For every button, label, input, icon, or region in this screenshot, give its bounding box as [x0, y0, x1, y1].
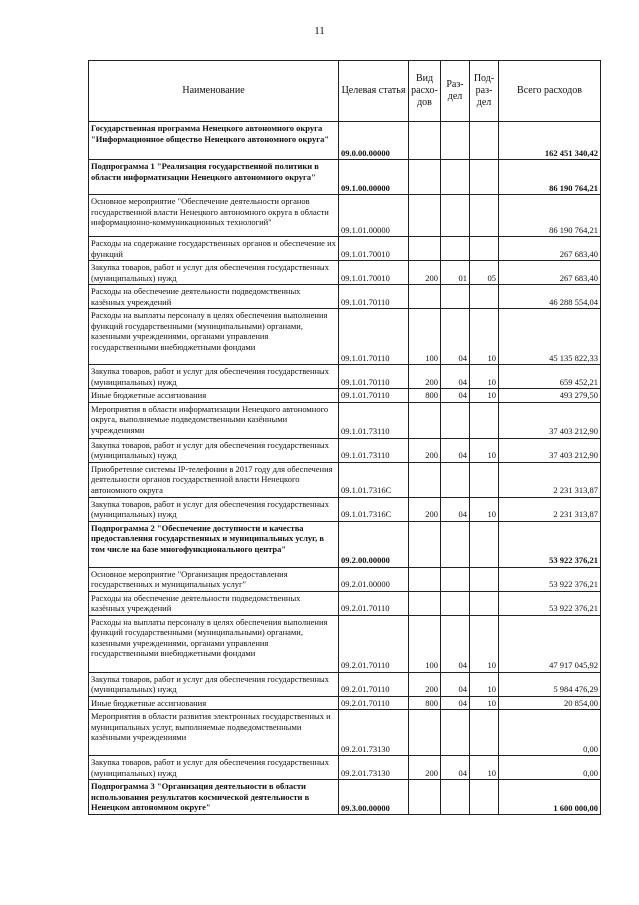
row-target-code: 09.2.01.70110: [339, 591, 409, 615]
row-subsection: [470, 122, 499, 160]
row-expense-type: [409, 402, 441, 438]
table-row: [89, 462, 601, 497]
row-total: 659 452,21: [499, 365, 601, 389]
row-expense-type: 200: [409, 438, 441, 462]
row-target-code: 09.2.00.00000: [339, 521, 409, 567]
row-total: 1 600 000,00: [499, 780, 601, 815]
table-row: [89, 237, 601, 261]
row-section: [441, 195, 470, 237]
row-subsection: [470, 591, 499, 615]
table-row: [89, 122, 601, 160]
header-section: Раз-дел: [441, 61, 470, 122]
row-section: [441, 160, 470, 195]
row-name: Расходы на содержание государственных органов и обеспечение их функций: [89, 237, 339, 261]
row-name: Иные бюджетные ассигнования: [89, 696, 339, 710]
table-row: [89, 195, 601, 237]
row-subsection: [470, 521, 499, 567]
row-expense-type: 200: [409, 365, 441, 389]
row-expense-type: [409, 195, 441, 237]
row-total: 0,00: [499, 710, 601, 756]
row-expense-type: [409, 237, 441, 261]
row-target-code: 09.2.01.00000: [339, 567, 409, 591]
row-expense-type: [409, 567, 441, 591]
row-name: Подпрограмма 2 "Обеспечение доступности и качества предоставления государственных и муниципальных услуг, в том числе на базе многофункционального центра": [89, 521, 339, 567]
row-total: 53 922 376,21: [499, 591, 601, 615]
row-target-code: 09.1.01.73110: [339, 438, 409, 462]
row-name: Подпрограмма 1 "Реализация государственной политики в области информатизации Ненецкого автономного округа": [89, 160, 339, 195]
row-subsection: [470, 710, 499, 756]
row-section: [441, 591, 470, 615]
row-subsection: 10: [470, 615, 499, 672]
row-name: Расходы на обеспечение деятельности подведомственных казённых учреждений: [89, 285, 339, 309]
table-row: [89, 402, 601, 438]
row-total: 20 854,00: [499, 696, 601, 710]
row-total: 162 451 340,42: [499, 122, 601, 160]
table-row: [89, 672, 601, 696]
table-row: [89, 497, 601, 521]
table-row: [89, 615, 601, 672]
row-name: Расходы на выплаты персоналу в целях обеспечения выполнения функций государственными (муниципальными) органами, казенными учреждениями, органами управления государственными внебюджетными фондами: [89, 615, 339, 672]
row-total: 86 190 764,21: [499, 160, 601, 195]
row-total: 2 231 313,87: [499, 462, 601, 497]
row-target-code: 09.1.01.00000: [339, 195, 409, 237]
row-section: [441, 237, 470, 261]
row-subsection: 10: [470, 309, 499, 365]
row-name: Закупка товаров, работ и услуг для обеспечения государственных (муниципальных) нужд: [89, 497, 339, 521]
row-subsection: [470, 160, 499, 195]
row-name: Закупка товаров, работ и услуг для обеспечения государственных (муниципальных) нужд: [89, 365, 339, 389]
row-name: Мероприятия в области развития электронных государственных и муниципальных услуг, выполняемые подведомственными казёнными учреждениями: [89, 710, 339, 756]
row-section: [441, 567, 470, 591]
row-subsection: 10: [470, 438, 499, 462]
row-name: Закупка товаров, работ и услуг для обеспечения государственных (муниципальных) нужд: [89, 672, 339, 696]
row-subsection: 05: [470, 261, 499, 285]
row-total: 267 683,40: [499, 261, 601, 285]
row-section: 01: [441, 261, 470, 285]
row-section: [441, 122, 470, 160]
row-target-code: 09.1.01.70110: [339, 309, 409, 365]
row-subsection: 10: [470, 672, 499, 696]
table-row: [89, 710, 601, 756]
row-section: 04: [441, 438, 470, 462]
row-name: Расходы на обеспечение деятельности подведомственных казённых учреждений: [89, 591, 339, 615]
row-total: 46 288 554,04: [499, 285, 601, 309]
row-total: 2 231 313,87: [499, 497, 601, 521]
row-section: [441, 780, 470, 815]
row-section: [441, 462, 470, 497]
row-section: [441, 521, 470, 567]
header-name: Наименование: [89, 61, 339, 122]
row-target-code: 09.1.01.70010: [339, 261, 409, 285]
row-total: 47 917 045,92: [499, 615, 601, 672]
row-target-code: 09.1.01.70110: [339, 285, 409, 309]
row-name: Иные бюджетные ассигнования: [89, 389, 339, 403]
row-section: 04: [441, 696, 470, 710]
row-subsection: [470, 285, 499, 309]
row-subsection: [470, 237, 499, 261]
row-target-code: 09.2.01.70110: [339, 672, 409, 696]
header-target: Целевая статья: [339, 61, 409, 122]
row-name: Приобретение системы IP-телефонии в 2017 году для обеспечения деятельности органов государственной власти Ненецкого автономного округа: [89, 462, 339, 497]
row-section: [441, 285, 470, 309]
table-row: [89, 567, 601, 591]
table-row: [89, 756, 601, 780]
row-name: Закупка товаров, работ и услуг для обеспечения государственных (муниципальных) нужд: [89, 261, 339, 285]
row-target-code: 09.1.01.70110: [339, 365, 409, 389]
row-target-code: 09.2.01.73130: [339, 756, 409, 780]
row-target-code: 09.1.01.70110: [339, 389, 409, 403]
row-expense-type: [409, 521, 441, 567]
row-expense-type: 100: [409, 615, 441, 672]
row-subsection: [470, 402, 499, 438]
table-row: [89, 389, 601, 403]
row-expense-type: 200: [409, 497, 441, 521]
row-subsection: [470, 195, 499, 237]
row-name: Подпрограмма 3 "Организация деятельности в области использования результатов космической деятельности в Ненецком автономном округе": [89, 780, 339, 815]
table-header-row: [89, 61, 601, 122]
row-target-code: 09.1.01.70010: [339, 237, 409, 261]
row-expense-type: 800: [409, 389, 441, 403]
row-total: 493 279,50: [499, 389, 601, 403]
header-expense-type: Вид расхо-дов: [409, 61, 441, 122]
row-expense-type: [409, 710, 441, 756]
header-subsection: Под-раз-дел: [470, 61, 499, 122]
row-target-code: 09.3.00.00000: [339, 780, 409, 815]
row-expense-type: [409, 462, 441, 497]
row-section: 04: [441, 389, 470, 403]
row-section: [441, 710, 470, 756]
header-total: Всего расходов: [499, 61, 601, 122]
table-row: [89, 780, 601, 815]
row-name: Закупка товаров, работ и услуг для обеспечения государственных (муниципальных) нужд: [89, 438, 339, 462]
row-section: 04: [441, 615, 470, 672]
table-row: [89, 696, 601, 710]
row-name: Основное мероприятие "Обеспечение деятельности органов государственной власти Ненецкого автономного округа в области информационно-коммуникационных технологий": [89, 195, 339, 237]
row-target-code: 09.1.01.7316C: [339, 462, 409, 497]
table-row: [89, 438, 601, 462]
row-expense-type: [409, 122, 441, 160]
row-subsection: [470, 567, 499, 591]
row-subsection: [470, 462, 499, 497]
table-row: [89, 261, 601, 285]
row-section: 04: [441, 497, 470, 521]
table-row: [89, 309, 601, 365]
row-subsection: 10: [470, 696, 499, 710]
table-row: [89, 521, 601, 567]
table-row: [89, 160, 601, 195]
row-expense-type: 200: [409, 261, 441, 285]
row-expense-type: 100: [409, 309, 441, 365]
row-expense-type: [409, 780, 441, 815]
row-subsection: 10: [470, 497, 499, 521]
row-total: 53 922 376,21: [499, 521, 601, 567]
row-expense-type: [409, 591, 441, 615]
row-total: 37 403 212,90: [499, 402, 601, 438]
row-section: [441, 402, 470, 438]
row-subsection: 10: [470, 365, 499, 389]
table-row: [89, 365, 601, 389]
row-total: 45 135 822,33: [499, 309, 601, 365]
row-section: 04: [441, 672, 470, 696]
row-total: 5 984 476,29: [499, 672, 601, 696]
row-section: 04: [441, 756, 470, 780]
table-body: [89, 122, 601, 815]
row-expense-type: [409, 285, 441, 309]
row-name: Закупка товаров, работ и услуг для обеспечения государственных (муниципальных) нужд: [89, 756, 339, 780]
row-section: 04: [441, 365, 470, 389]
row-expense-type: 200: [409, 672, 441, 696]
row-total: 37 403 212,90: [499, 438, 601, 462]
row-total: 86 190 764,21: [499, 195, 601, 237]
row-section: 04: [441, 309, 470, 365]
row-target-code: 09.2.01.70110: [339, 615, 409, 672]
row-subsection: [470, 780, 499, 815]
row-name: Государственная программа Ненецкого автономного округа "Информационное общество Ненецкого автономного округа": [89, 122, 339, 160]
row-total: 267 683,40: [499, 237, 601, 261]
row-expense-type: 800: [409, 696, 441, 710]
row-subsection: 10: [470, 389, 499, 403]
row-name: Мероприятия в области информатизации Ненецкого автономного округа, выполняемые подведомственными казёнными учреждениями: [89, 402, 339, 438]
row-name: Расходы на выплаты персоналу в целях обеспечения выполнения функций государственными (муниципальными) органами, казенными учреждениями, органами управления государственными внебюджетными фондами: [89, 309, 339, 365]
page-number: 11: [314, 25, 325, 37]
row-target-code: 09.1.01.7316C: [339, 497, 409, 521]
budget-table: [88, 60, 601, 815]
row-target-code: 09.0.00.00000: [339, 122, 409, 160]
row-target-code: 09.1.00.00000: [339, 160, 409, 195]
table-row: [89, 285, 601, 309]
row-subsection: 10: [470, 756, 499, 780]
row-expense-type: 200: [409, 756, 441, 780]
row-name: Основное мероприятие "Организация предоставления государственных и муниципальных услуг": [89, 567, 339, 591]
row-target-code: 09.2.01.70110: [339, 696, 409, 710]
row-target-code: 09.1.01.73110: [339, 402, 409, 438]
row-target-code: 09.2.01.73130: [339, 710, 409, 756]
row-total: 53 922 376,21: [499, 567, 601, 591]
row-total: 0,00: [499, 756, 601, 780]
table-row: [89, 591, 601, 615]
row-expense-type: [409, 160, 441, 195]
